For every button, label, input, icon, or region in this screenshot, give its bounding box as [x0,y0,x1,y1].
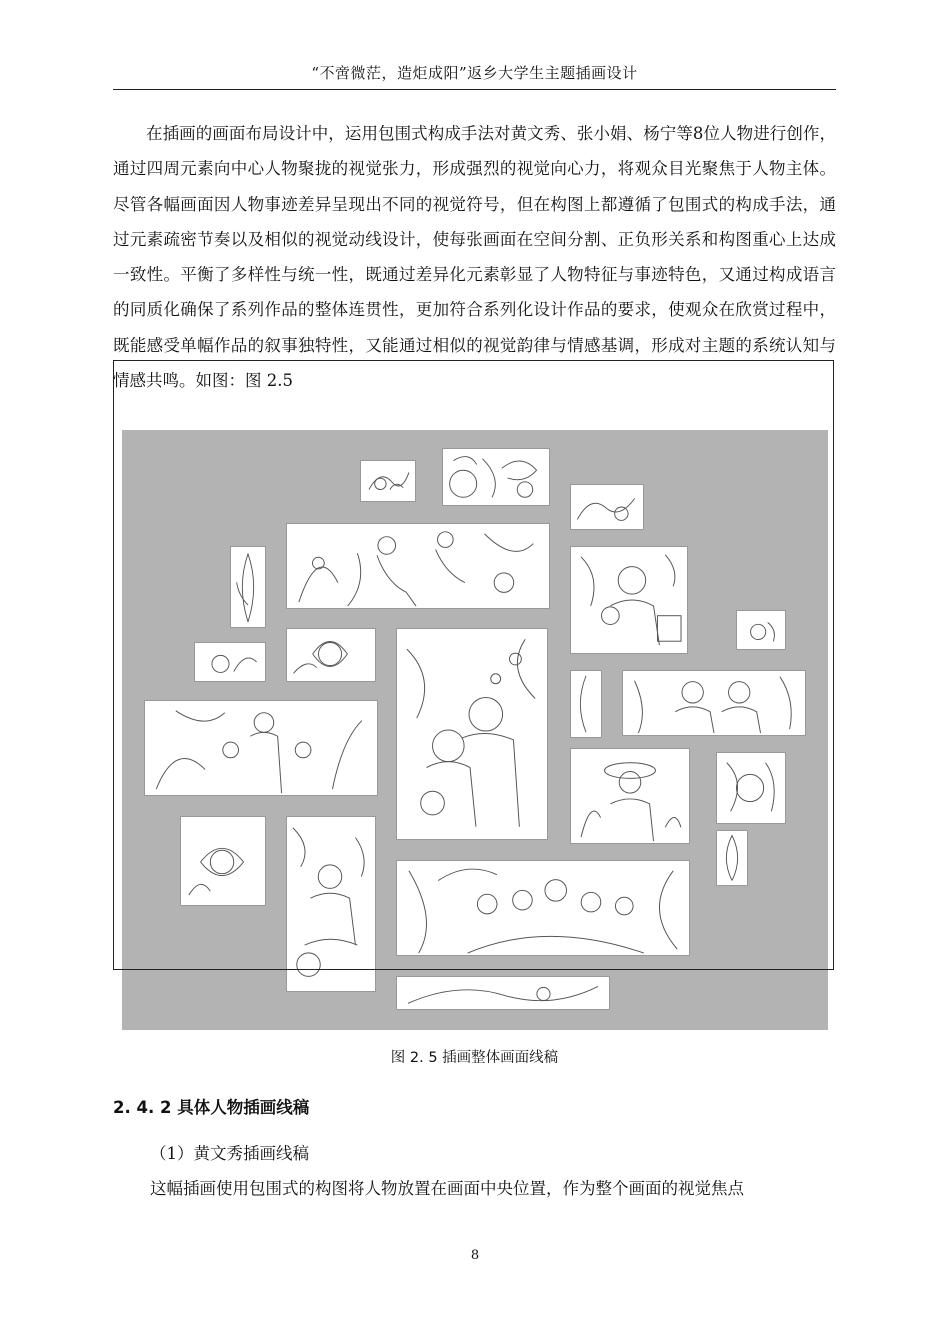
sub-heading: （1）黄文秀插画线稿 [150,1144,309,1163]
page-number: 8 [470,1248,480,1263]
section-heading: 2. 4. 2 具体人物插画线稿 [113,1098,310,1117]
panel-bottom-strip [396,976,610,1010]
running-header: “不啻微茫，造炬成阳”返乡大学生主题插画设计 [113,62,836,90]
section-paragraph: 这幅插画使用包围式的构图将人物放置在画面中央位置，作为整个画面的视觉焦点 [150,1179,744,1198]
figure-caption: 图 2. 5 插画整体画面线稿 [390,1050,559,1066]
text-frame-box [113,360,834,970]
body-paragraph: 在插画的画面布局设计中，运用包围式构成手法对黄文秀、张小娟、杨宁等8位人物进行创作，通过四周元素向中心人物聚拢的视觉张力，形成强烈的视觉向心力，将观众目光聚焦于人物主体。尽管各幅画面因人物事迹差异呈现出不同的视觉符号，但在构图上都遵循了包围式的构成手法，通过元素疏密节奏以及相似的视觉动线设计，使每张画面在空间分割、正负形关系和构图重心上达成一致性。平衡了多样性与统一性，既通过差异化元素彰显了人物特征与事迹特色，又通过构成语言的同质化确保了系列作品的整体连贯性，更加符合系列化设计作品的要求，使观众在欣赏过程中，既能感受单幅作品的叙事独特性，又能通过相似的视觉韵律与情感基调，形成对主题的系统认知与情感共鸣。如图：图 2.5 [113,124,836,391]
